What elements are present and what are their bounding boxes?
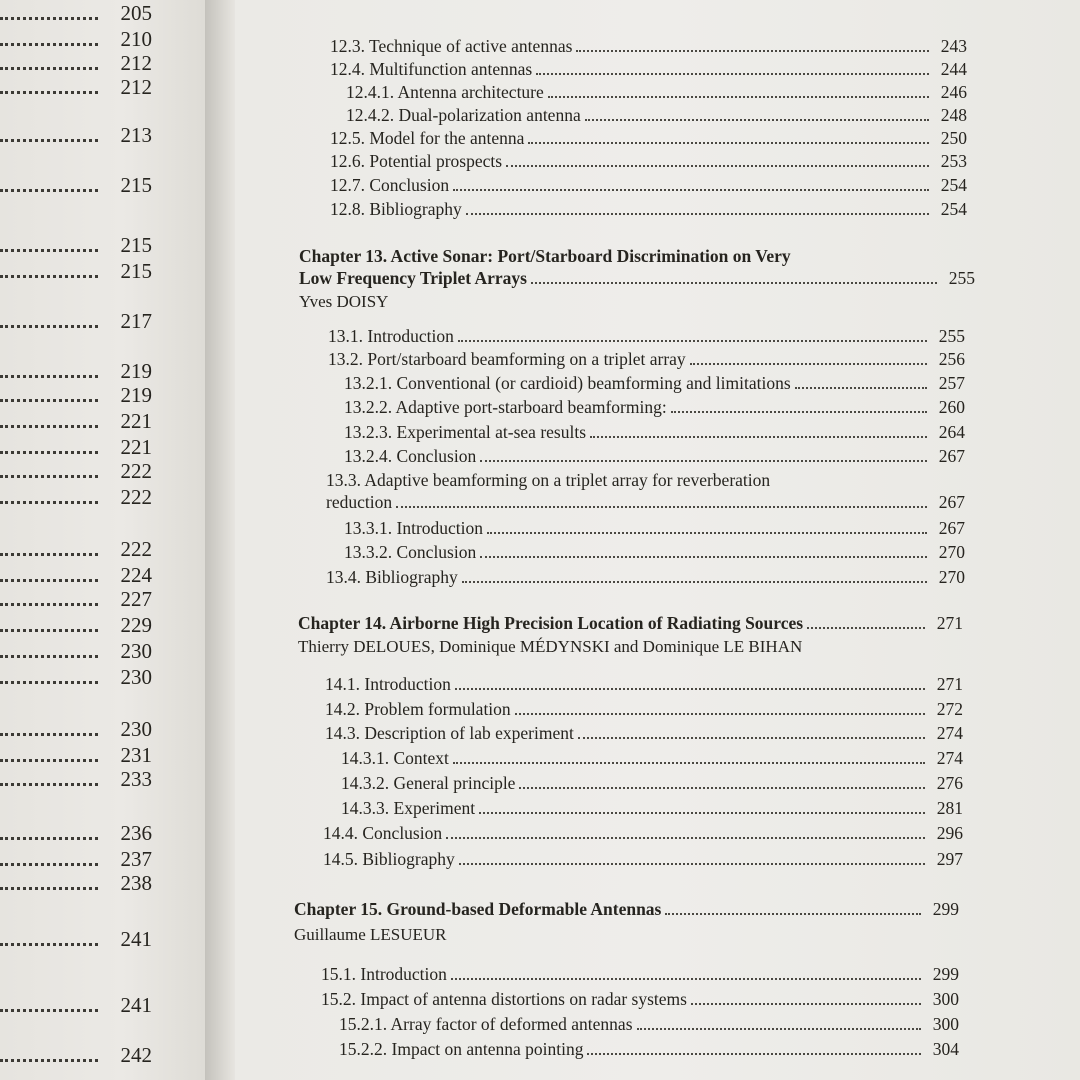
previous-page-number: 210 — [120, 27, 152, 51]
toc-entry[interactable] — [341, 772, 963, 794]
dot-leader — [453, 189, 929, 191]
toc-entry-page: 244 — [940, 59, 967, 79]
dot-leader — [0, 629, 98, 632]
dot-leader — [0, 1009, 98, 1012]
table-of-contents — [235, 0, 1080, 1080]
dot-leader — [0, 325, 98, 328]
previous-page-entry — [0, 536, 160, 562]
dot-leader — [531, 282, 937, 284]
toc-entry-page: 254 — [940, 199, 967, 219]
dot-leader — [807, 627, 925, 629]
previous-page-number: 230 — [120, 639, 152, 663]
toc-entry-page: 300 — [932, 1014, 959, 1034]
previous-page — [0, 0, 205, 1080]
toc-entry[interactable] — [323, 848, 963, 870]
dot-leader — [0, 887, 98, 890]
previous-page-entry — [0, 484, 160, 510]
toc-entry[interactable] — [325, 722, 963, 744]
previous-page-entry — [0, 26, 160, 52]
toc-entry[interactable] — [330, 35, 967, 57]
dot-leader — [515, 713, 925, 715]
toc-entry-title: 12.8. Bibliography — [330, 199, 462, 219]
previous-page-entry — [0, 846, 160, 872]
toc-entry-title: 14.3. Description of lab experiment — [325, 723, 574, 743]
toc-entry-page: 297 — [936, 849, 963, 869]
dot-leader — [795, 387, 927, 389]
toc-entry-page: 267 — [938, 518, 965, 538]
dot-leader — [528, 142, 929, 144]
toc-entry-title: 12.5. Model for the antenna — [330, 128, 525, 148]
toc-entry[interactable] — [341, 797, 963, 819]
toc-entry-page: 281 — [936, 798, 963, 818]
dot-leader — [506, 165, 929, 167]
previous-page-number: 241 — [120, 927, 152, 951]
chapter-page: 299 — [932, 899, 959, 919]
chapter-title: Chapter 13. Active Sonar: Port/Starboard Discrimination on Very — [299, 246, 791, 266]
dot-leader — [0, 275, 98, 278]
dot-leader — [665, 913, 921, 915]
toc-entry-page: 270 — [938, 542, 965, 562]
dot-leader — [0, 67, 98, 70]
toc-entry-title: 14.5. Bibliography — [323, 849, 455, 869]
toc-entry-title: 12.4.1. Antenna architecture — [346, 82, 544, 102]
toc-entry-page: 254 — [940, 175, 967, 195]
previous-page-number: 219 — [120, 359, 152, 383]
previous-page-number: 241 — [120, 993, 152, 1017]
toc-entry-page: 272 — [936, 699, 963, 719]
toc-entry-title: 15.2. Impact of antenna distortions on radar systems — [321, 989, 687, 1009]
dot-leader — [446, 837, 925, 839]
toc-entry-title: 14.3.3. Experiment — [341, 798, 476, 818]
dot-leader — [466, 213, 929, 215]
previous-page-number: 222 — [120, 459, 152, 483]
toc-entry[interactable] — [344, 421, 965, 443]
toc-entry-title: 12.6. Potential prospects — [330, 151, 503, 171]
dot-leader — [0, 681, 98, 684]
toc-entry[interactable] — [323, 822, 963, 844]
toc-entry-title: 12.4. Multifunction antennas — [330, 59, 533, 79]
dot-leader — [0, 189, 98, 192]
toc-entry-page: 246 — [940, 82, 967, 102]
dot-leader — [458, 340, 927, 342]
toc-entry-page: 267 — [938, 492, 965, 512]
toc-entry[interactable] — [321, 963, 959, 985]
toc-entry[interactable] — [326, 566, 965, 588]
previous-page-entry — [0, 382, 160, 408]
toc-entry-page: 274 — [936, 748, 963, 768]
previous-page-entry — [0, 562, 160, 588]
dot-leader — [691, 1003, 921, 1005]
dot-leader — [0, 139, 98, 142]
dot-leader — [0, 1059, 98, 1062]
previous-page-entry — [0, 122, 160, 148]
previous-page-number: 219 — [120, 383, 152, 407]
chapter-page: 271 — [936, 613, 963, 633]
toc-entry-title: 14.3.2. General principle — [341, 773, 516, 793]
dot-leader — [0, 863, 98, 866]
previous-page-number: 230 — [120, 665, 152, 689]
toc-entry-page: 256 — [938, 349, 965, 369]
dot-leader — [459, 863, 925, 865]
dot-leader — [0, 91, 98, 94]
dot-leader — [479, 812, 925, 814]
toc-entry-page: 276 — [936, 773, 963, 793]
toc-entry[interactable] — [330, 58, 967, 80]
dot-leader — [576, 50, 929, 52]
previous-page-number: 212 — [120, 51, 152, 75]
toc-entry-page: 255 — [938, 326, 965, 346]
previous-page-entry — [0, 50, 160, 76]
chapter-author: Guillaume LESUEUR — [294, 925, 447, 944]
toc-entry-page: 270 — [938, 567, 965, 587]
previous-page-entry — [0, 820, 160, 846]
toc-entry[interactable] — [325, 698, 963, 720]
previous-page-number: 233 — [120, 767, 152, 791]
dot-leader — [0, 943, 98, 946]
dot-leader — [690, 363, 927, 365]
previous-page-number: 215 — [120, 173, 152, 197]
dot-leader — [0, 759, 98, 762]
previous-page-number: 242 — [120, 1043, 152, 1067]
dot-leader — [0, 553, 98, 556]
chapter-author: Yves DOISY — [299, 292, 389, 311]
toc-entry-title: 15.1. Introduction — [321, 964, 447, 984]
dot-leader — [0, 425, 98, 428]
toc-entry-page: 264 — [938, 422, 965, 442]
dot-leader — [590, 436, 927, 438]
previous-page-entry — [0, 612, 160, 638]
dot-leader — [462, 581, 927, 583]
toc-entry-title: 13.1. Introduction — [328, 326, 454, 346]
toc-entry-page: 296 — [936, 823, 963, 843]
previous-page-entry — [0, 992, 160, 1018]
dot-leader — [0, 655, 98, 658]
toc-entry-page: 274 — [936, 723, 963, 743]
toc-entry[interactable] — [344, 541, 965, 563]
toc-entry[interactable] — [344, 517, 965, 539]
toc-entry[interactable] — [321, 988, 959, 1010]
previous-page-entry — [0, 232, 160, 258]
previous-page-entry — [0, 1042, 160, 1068]
toc-entry[interactable] — [344, 396, 965, 418]
dot-leader — [519, 787, 925, 789]
chapter-heading[interactable] — [294, 898, 959, 920]
dot-leader — [0, 399, 98, 402]
dot-leader — [0, 783, 98, 786]
toc-entry-title: 13.2.3. Experimental at-sea results — [344, 422, 587, 442]
dot-leader — [0, 17, 98, 20]
previous-page-number: 221 — [120, 409, 152, 433]
toc-entry-page: 248 — [940, 105, 967, 125]
toc-entry-page: 250 — [940, 128, 967, 148]
chapter-title: Low Frequency Triplet Arrays — [299, 268, 527, 288]
toc-entry[interactable] — [330, 127, 967, 149]
dot-leader — [0, 375, 98, 378]
toc-entry-title: 13.3. Adaptive beamforming on a triplet array for reverberation — [326, 470, 771, 490]
toc-entry-page: 271 — [936, 674, 963, 694]
toc-entry-title: reduction — [326, 492, 393, 512]
toc-entry-title: 14.1. Introduction — [325, 674, 451, 694]
dot-leader — [0, 43, 98, 46]
toc-entry-page: 243 — [940, 36, 967, 56]
previous-page-entry — [0, 434, 160, 460]
toc-entry-title: 13.2.2. Adaptive port-starboard beamforming: — [344, 397, 667, 417]
previous-page-number: 215 — [120, 259, 152, 283]
dot-leader — [0, 501, 98, 504]
toc-entry-page: 253 — [940, 151, 967, 171]
previous-page-number: 224 — [120, 563, 152, 587]
dot-leader — [396, 506, 927, 508]
previous-page-number: 222 — [120, 485, 152, 509]
previous-page-number: 227 — [120, 587, 152, 611]
chapter-title-line2 — [299, 267, 975, 289]
toc-entry[interactable] — [339, 1038, 959, 1060]
book-gutter — [205, 0, 235, 1080]
previous-page-number: 231 — [120, 743, 152, 767]
dot-leader — [671, 411, 927, 413]
chapter-page: 255 — [948, 268, 975, 288]
contents-page — [235, 0, 1080, 1080]
toc-entry-title: 12.4.2. Dual-polarization antenna — [346, 105, 581, 125]
previous-page-number: 229 — [120, 613, 152, 637]
toc-entry-title: 15.2.1. Array factor of deformed antennas — [339, 1014, 633, 1034]
previous-page-number: 215 — [120, 233, 152, 257]
toc-entry[interactable] — [344, 372, 965, 394]
toc-entry[interactable] — [341, 747, 963, 769]
dot-leader — [0, 249, 98, 252]
previous-page-entry — [0, 74, 160, 100]
previous-page-number: 217 — [120, 309, 152, 333]
toc-entry-page: 257 — [938, 373, 965, 393]
toc-entry-page: 260 — [938, 397, 965, 417]
dot-leader — [451, 978, 921, 980]
toc-entry-title: 13.4. Bibliography — [326, 567, 458, 587]
previous-page-number: 212 — [120, 75, 152, 99]
previous-page-number: 230 — [120, 717, 152, 741]
dot-leader — [536, 73, 929, 75]
dot-leader — [587, 1053, 921, 1055]
toc-entry-title: 15.2.2. Impact on antenna pointing — [339, 1039, 584, 1059]
previous-page-entry — [0, 926, 160, 952]
previous-page-entry — [0, 766, 160, 792]
previous-page-entry — [0, 358, 160, 384]
previous-page-number: 221 — [120, 435, 152, 459]
toc-entry-title: 12.3. Technique of active antennas — [330, 36, 573, 56]
previous-page-entry — [0, 0, 160, 26]
dot-leader — [585, 119, 929, 121]
dot-leader — [578, 737, 925, 739]
toc-entry[interactable] — [328, 348, 965, 370]
dot-leader — [0, 579, 98, 582]
toc-entry[interactable] — [328, 325, 965, 347]
toc-entry[interactable] — [346, 81, 967, 103]
toc-entry-page: 267 — [938, 446, 965, 466]
toc-entry-page: 300 — [932, 989, 959, 1009]
dot-leader — [487, 532, 927, 534]
previous-page-number: 236 — [120, 821, 152, 845]
chapter-author: Thierry DELOUES, Dominique MÉDYNSKI and Dominique LE BIHAN — [298, 637, 803, 656]
toc-entry-page: 299 — [932, 964, 959, 984]
toc-entry-title: 13.3.1. Introduction — [344, 518, 484, 538]
previous-page-entry — [0, 458, 160, 484]
previous-page-number: 238 — [120, 871, 152, 895]
dot-leader — [548, 96, 929, 98]
dot-leader — [0, 733, 98, 736]
dot-leader — [455, 688, 925, 690]
previous-page-entry — [0, 870, 160, 896]
previous-page-entry — [0, 716, 160, 742]
toc-entry[interactable] — [326, 469, 965, 513]
toc-entry-title: 13.2.1. Conventional (or cardioid) beamforming and limitations — [344, 373, 791, 393]
toc-entry[interactable] — [330, 198, 967, 220]
toc-entry-line2 — [326, 491, 965, 513]
previous-page-entry — [0, 308, 160, 334]
toc-entry[interactable] — [339, 1013, 959, 1035]
previous-page-number: 237 — [120, 847, 152, 871]
toc-entry-title: 13.3.2. Conclusion — [344, 542, 477, 562]
toc-entry[interactable] — [346, 104, 967, 126]
toc-entry-title: 14.2. Problem formulation — [325, 699, 511, 719]
dot-leader — [0, 475, 98, 478]
toc-entry[interactable] — [325, 673, 963, 695]
chapter-heading[interactable] — [299, 245, 975, 289]
previous-page-number: 213 — [120, 123, 152, 147]
chapter-title: Chapter 14. Airborne High Precision Location of Radiating Sources — [298, 613, 804, 633]
dot-leader — [480, 556, 927, 558]
previous-page-entry — [0, 172, 160, 198]
chapter-title: Chapter 15. Ground-based Deformable Antennas — [294, 899, 662, 919]
previous-page-entry — [0, 638, 160, 664]
toc-entry-title: 14.4. Conclusion — [323, 823, 443, 843]
toc-entry[interactable] — [330, 150, 967, 172]
previous-page-entry — [0, 408, 160, 434]
toc-entry-title: 13.2.4. Conclusion — [344, 446, 477, 466]
previous-page-number: 222 — [120, 537, 152, 561]
previous-page-entry — [0, 586, 160, 612]
previous-page-number: 205 — [120, 1, 152, 25]
dot-leader — [480, 460, 927, 462]
toc-entry[interactable] — [344, 445, 965, 467]
previous-page-entry — [0, 258, 160, 284]
toc-entry-title: 12.7. Conclusion — [330, 175, 450, 195]
previous-page-entry — [0, 664, 160, 690]
chapter-heading[interactable] — [298, 612, 963, 634]
previous-page-entry — [0, 742, 160, 768]
toc-entry-page: 304 — [932, 1039, 959, 1059]
toc-entry[interactable] — [330, 174, 967, 196]
dot-leader — [453, 762, 925, 764]
dot-leader — [637, 1028, 921, 1030]
dot-leader — [0, 451, 98, 454]
dot-leader — [0, 603, 98, 606]
toc-entry-title: 13.2. Port/starboard beamforming on a triplet array — [328, 349, 686, 369]
toc-entry-title: 14.3.1. Context — [341, 748, 449, 768]
dot-leader — [0, 837, 98, 840]
